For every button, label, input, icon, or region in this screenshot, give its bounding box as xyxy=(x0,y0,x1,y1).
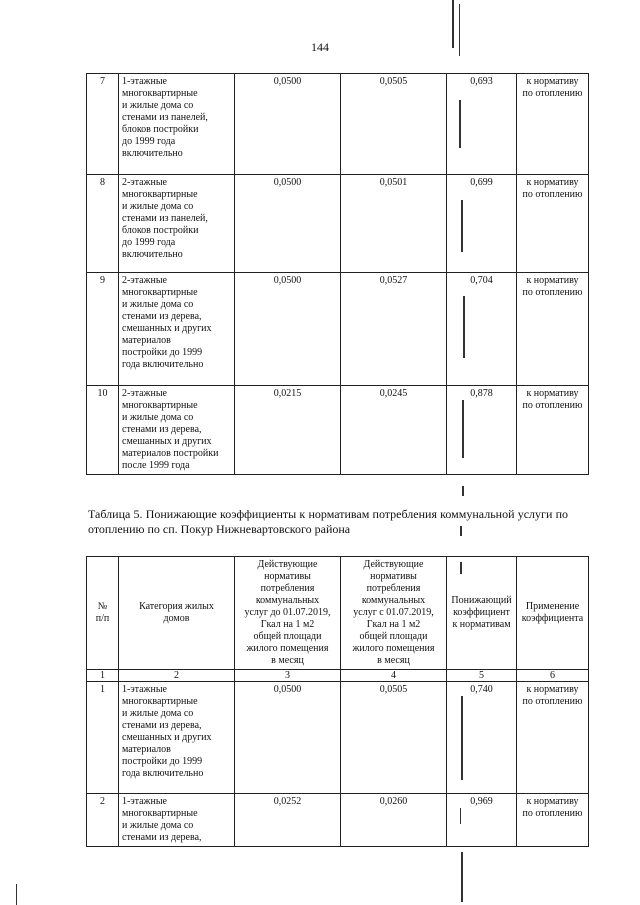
scan-mark xyxy=(463,296,465,358)
scan-mark xyxy=(462,400,464,458)
scan-mark xyxy=(461,696,463,780)
norm-before: 0,0500 xyxy=(235,175,341,273)
norm-after: 0,0245 xyxy=(341,386,447,475)
table-5-caption: Таблица 5. Понижающие коэффициенты к нормативам потребления коммунальной услуги по отоплению по сп. Покур Нижневартовского района xyxy=(88,507,568,536)
header-category: Категория жилых домов xyxy=(119,557,235,670)
scan-mark xyxy=(461,852,463,902)
reduction-coefficient: 0,878 xyxy=(447,386,517,475)
scan-mark xyxy=(461,200,463,252)
scan-mark xyxy=(459,100,461,148)
norm-before: 0,0215 xyxy=(235,386,341,475)
scan-mark xyxy=(16,884,17,905)
row-number: 2 xyxy=(87,794,119,847)
table-row xyxy=(87,175,589,273)
norm-after: 0,0505 xyxy=(341,682,447,794)
column-index: 3 xyxy=(235,670,341,682)
norm-before: 0,0252 xyxy=(235,794,341,847)
reduction-coefficient: 0,969 xyxy=(447,794,517,847)
scan-mark xyxy=(459,4,460,56)
norm-before: 0,0500 xyxy=(235,273,341,386)
column-index: 5 xyxy=(447,670,517,682)
row-number: 10 xyxy=(87,386,119,475)
row-number: 9 xyxy=(87,273,119,386)
table-row xyxy=(87,386,589,475)
table-row xyxy=(87,74,589,175)
column-index-row xyxy=(87,670,589,682)
coefficient-application: к нормативу по отоплению xyxy=(517,74,589,175)
table-row xyxy=(87,273,589,386)
coefficient-application: к нормативу по отоплению xyxy=(517,273,589,386)
row-number: 8 xyxy=(87,175,119,273)
table-row xyxy=(87,794,589,847)
header-no: № п/п xyxy=(87,557,119,670)
scan-mark xyxy=(452,0,454,48)
scan-mark xyxy=(462,486,464,496)
row-number: 1 xyxy=(87,682,119,794)
housing-category: 1-этажные многоквартирные и жилые дома со стенами из панелей, блоков постройки до 1999 года включительно xyxy=(119,74,235,175)
reduction-coefficient: 0,693 xyxy=(447,74,517,175)
coefficient-application: к нормативу по отоплению xyxy=(517,175,589,273)
row-number: 7 xyxy=(87,74,119,175)
housing-category: 2-этажные многоквартирные и жилые дома со стенами из дерева, смешанных и других материалов постройки после 1999 года xyxy=(119,386,235,475)
column-index: 6 xyxy=(517,670,589,682)
coefficient-application: к нормативу по отоплению xyxy=(517,794,589,847)
header-norm-before: Действующие нормативы потребления коммунальных услуг до 01.07.2019, Гкал на 1 м2 общей площади жилого помещения в месяц xyxy=(235,557,341,670)
header-norm-after: Действующие нормативы потребления коммунальных услуг с 01.07.2019, Гкал на 1 м2 общей площади жилого помещения в месяц xyxy=(341,557,447,670)
housing-category: 2-этажные многоквартирные и жилые дома со стенами из панелей, блоков постройки до 1999 года включительно xyxy=(119,175,235,273)
norm-after: 0,0505 xyxy=(341,74,447,175)
housing-category: 1-этажные многоквартирные и жилые дома со стенами из дерева, смешанных и других материалов постройки до 1999 года включительно xyxy=(119,682,235,794)
norm-after: 0,0527 xyxy=(341,273,447,386)
scan-mark xyxy=(460,808,461,824)
column-index: 2 xyxy=(119,670,235,682)
norm-before: 0,0500 xyxy=(235,74,341,175)
scan-mark xyxy=(460,562,462,574)
housing-category: 2-этажные многоквартирные и жилые дома со стенами из дерева, смешанных и других материалов постройки до 1999 года включительно xyxy=(119,273,235,386)
reduction-coefficient: 0,699 xyxy=(447,175,517,273)
header-application: Применение коэффициента xyxy=(517,557,589,670)
page-number: 144 xyxy=(311,40,329,54)
reduction-coefficient: 0,740 xyxy=(447,682,517,794)
column-index: 4 xyxy=(341,670,447,682)
reduction-coefficient: 0,704 xyxy=(447,273,517,386)
housing-category: 1-этажные многоквартирные и жилые дома со стенами из дерева, xyxy=(119,794,235,847)
table-5 xyxy=(86,556,589,847)
norm-after: 0,0260 xyxy=(341,794,447,847)
norm-before: 0,0500 xyxy=(235,682,341,794)
coefficient-application: к нормативу по отоплению xyxy=(517,386,589,475)
norm-after: 0,0501 xyxy=(341,175,447,273)
column-index: 1 xyxy=(87,670,119,682)
header-coefficient: Понижающий коэффициент к нормативам xyxy=(447,557,517,670)
coefficients-table-continued xyxy=(86,73,589,475)
scan-mark xyxy=(460,526,462,536)
table-row xyxy=(87,682,589,794)
table-header-row xyxy=(87,557,589,670)
coefficient-application: к нормативу по отоплению xyxy=(517,682,589,794)
